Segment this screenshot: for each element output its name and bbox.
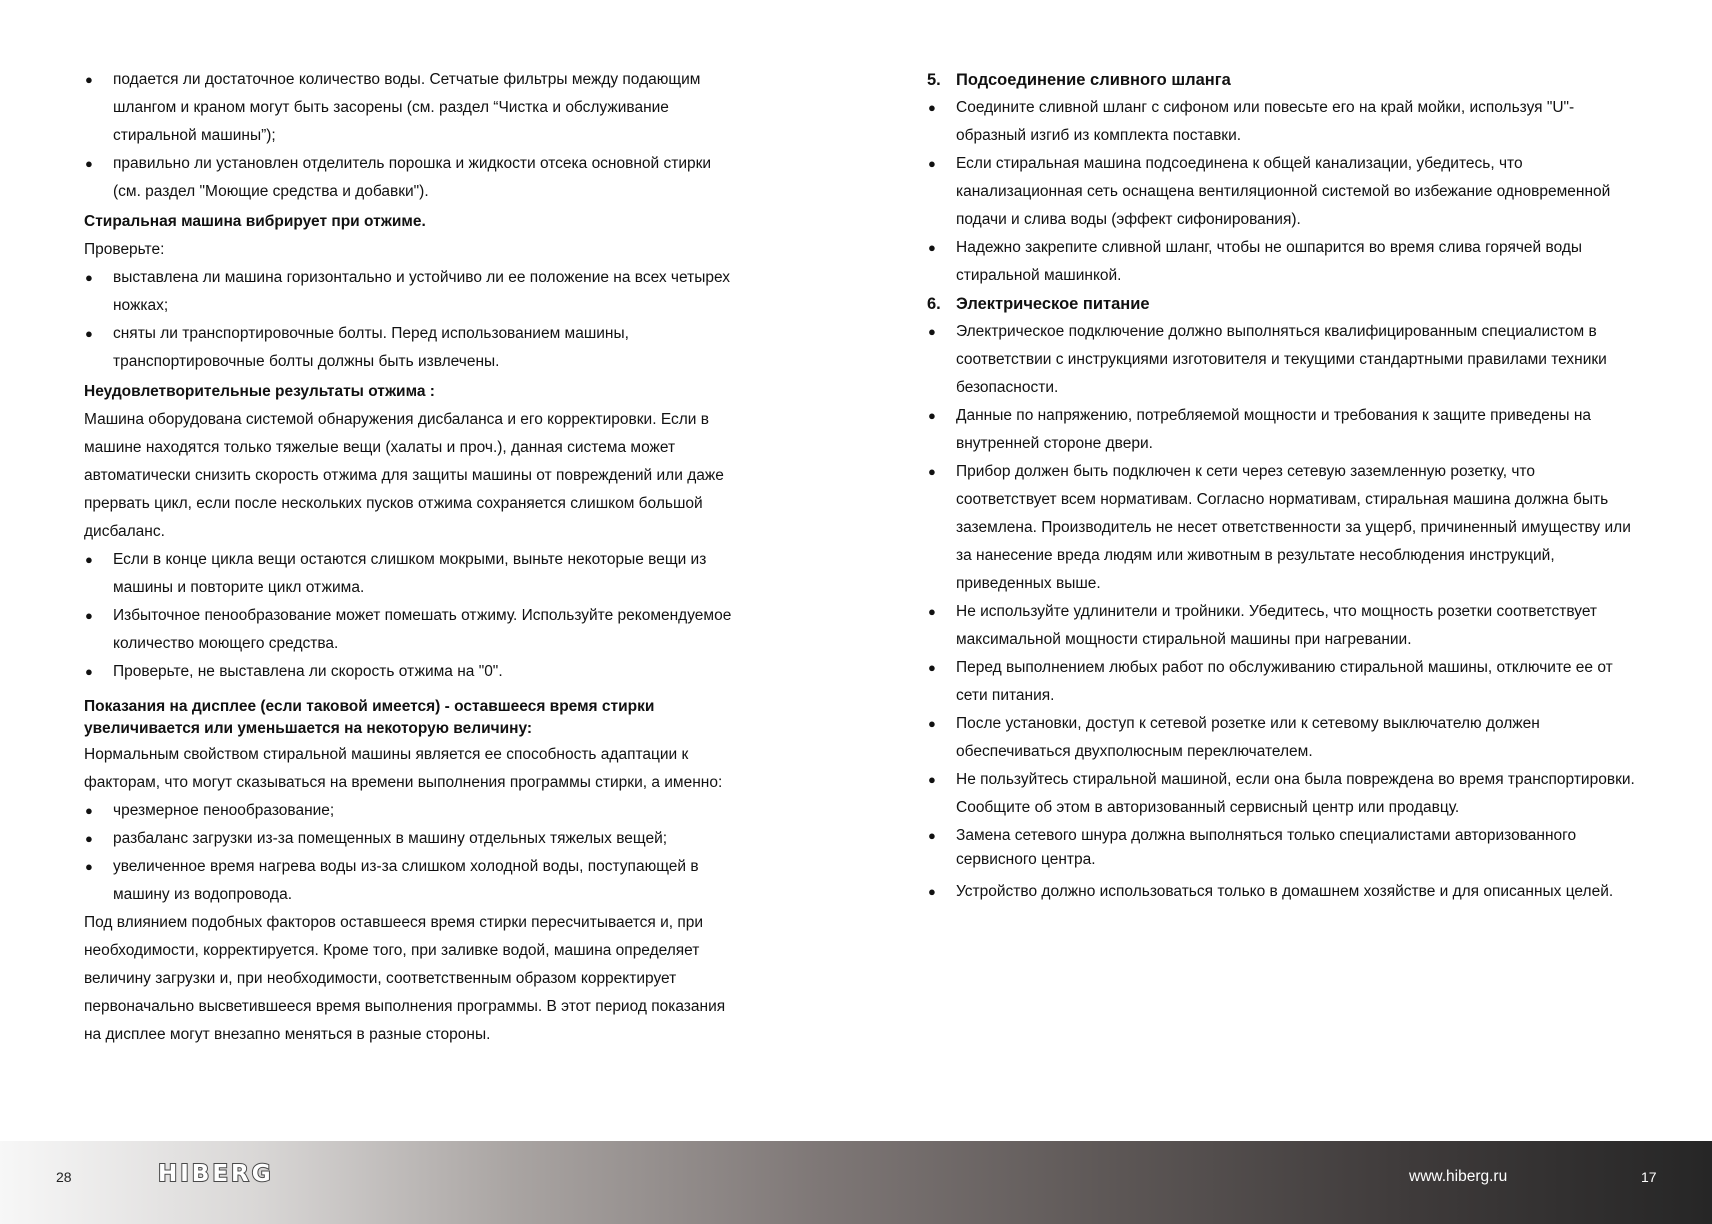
list-item: ● Прибор должен быть подключен к сети через сетевую заземленную розетку, что соответствует всем нормативам. Согласно нормативам, стиральная машина должна быть заземлена. Производитель не несет ответственности за ущерб, причиненный имуществу или за нанесение вреда людям или животным в результате несоблюдения инструкций, приведенных выше.	[927, 458, 1637, 598]
list-item: ● Соедините сливной шланг с сифоном или повесьте его на край мойки, используя "U"-образный изгиб из комплекта поставки.	[927, 94, 1637, 150]
section-6-title: Электрическое питание	[956, 295, 1150, 313]
list-item: ● Устройство должно использоваться только в домашнем хозяйстве и для описанных целей.	[927, 878, 1637, 906]
section-6-heading	[927, 290, 1637, 318]
list-item: ● сняты ли транспортировочные болты. Перед использованием машины, транспортировочные болты должны быть извлечены.	[84, 320, 734, 376]
bullet-icon: ●	[928, 240, 936, 255]
bullet-icon: ●	[928, 716, 936, 731]
list-item: ● Перед выполнением любых работ по обслуживанию стиральной машины, отключите ее от сети питания.	[927, 654, 1637, 710]
intro-bullet-list	[84, 66, 734, 206]
display-heading: Показания на дисплее (если таковой имеется) - оставшееся время стирки увеличивается или уменьшается на некоторую величину:	[84, 698, 655, 737]
bullet-icon: ●	[928, 828, 936, 843]
list-item: ● Не пользуйтесь стиральной машиной, если она была повреждена во время транспортировки. Сообщите об этом в авторизованный сервисный центр или продавцу.	[927, 766, 1637, 822]
bullet-icon: ●	[85, 859, 93, 874]
list-item: ● Не используйте удлинители и тройники. Убедитесь, что мощность розетки соответствует максимальной мощности стиральной машины при нагревании.	[927, 598, 1637, 654]
bullet-icon: ●	[85, 552, 93, 567]
section-5-title: Подсоединение сливного шланга	[956, 71, 1231, 89]
bullet-icon: ●	[928, 660, 936, 675]
right-column	[927, 66, 1637, 906]
left-column	[84, 66, 734, 1049]
display-paragraph: Нормальным свойством стиральной машины является ее способность адаптации к факторам, что могут сказываться на времени выполнения программы стирки, а именно:	[84, 746, 723, 791]
vibrate-bullet-list	[84, 264, 734, 376]
vibrate-heading: Стиральная машина вибрирует при отжиме.	[84, 213, 426, 230]
section-5-number: 5.	[927, 71, 941, 89]
bullet-icon: ●	[85, 326, 93, 341]
bullet-icon: ●	[85, 664, 93, 679]
bullet-icon: ●	[85, 270, 93, 285]
bullet-icon: ●	[85, 803, 93, 818]
list-item: ● Замена сетевого шнура должна выполняться только специалистами авторизованного сервисного центра.	[927, 824, 1637, 872]
bullet-icon: ●	[928, 604, 936, 619]
list-item: ● Надежно закрепите сливной шланг, чтобы не ошпарится во время слива горячей воды стиральной машинкой.	[927, 234, 1637, 290]
list-item: ● После установки, доступ к сетевой розетке или к сетевому выключателю должен обеспечиваться двухполюсным переключателем.	[927, 710, 1637, 766]
spin-bullet-list	[84, 546, 734, 686]
bullet-icon: ●	[928, 324, 936, 339]
list-item: ● Проверьте, не выставлена ли скорость отжима на "0".	[84, 658, 734, 686]
section-5-bullet-list	[927, 94, 1637, 290]
spin-paragraph: Машина оборудована системой обнаружения дисбаланса и его корректировки. Если в машине находятся только тяжелые вещи (халаты и проч.), данная система может автоматически снизить скорость отжима для защиты машины от повреждений или даже прервать цикл, если после нескольких пусков отжима сохраняется слишком большой дисбаланс.	[84, 411, 724, 540]
display-bullet-list	[84, 797, 734, 909]
bullet-icon: ●	[928, 156, 936, 171]
bullet-icon: ●	[85, 608, 93, 623]
list-item: ● Электрическое подключение должно выполняться квалифицированным специалистом в соответствии с инструкциями изготовителя и текущими стандартными правилами техники безопасности.	[927, 318, 1637, 402]
bullet-icon: ●	[85, 72, 93, 87]
list-item: ● Если в конце цикла вещи остаются слишком мокрыми, выньте некоторые вещи из машины и повторите цикл отжима.	[84, 546, 734, 602]
bullet-icon: ●	[928, 884, 936, 899]
page-footer	[0, 1141, 1712, 1224]
website-link[interactable]: www.hiberg.ru	[1409, 1168, 1508, 1185]
bullet-icon: ●	[928, 408, 936, 423]
bullet-icon: ●	[928, 772, 936, 787]
spin-heading: Неудовлетворительные результаты отжима :	[84, 383, 435, 400]
hiberg-logo: HIBERG	[158, 1161, 274, 1187]
closing-paragraph: Под влиянием подобных факторов оставшееся время стирки пересчитывается и, при необходимости, корректируется. Кроме того, при заливке водой, машина определяет величину загрузки и, при необходимости, соответственным образом корректирует первоначально высветившееся время выполнения программы. В этот период показания на дисплее могут внезапно меняться в разные стороны.	[84, 914, 726, 1043]
bullet-icon: ●	[85, 156, 93, 171]
list-item: ● Если стиральная машина подсоединена к общей канализации, убедитесь, что канализационная сеть оснащена вентиляционной системой во избежание одновременной подачи и слива воды (эффект сифонирования).	[927, 150, 1637, 234]
section-6-bullet-list	[927, 318, 1637, 906]
list-item: ● увеличенное время нагрева воды из-за слишком холодной воды, поступающей в машину из водопровода.	[84, 853, 734, 909]
list-item: ● Избыточное пенообразование может помешать отжиму. Используйте рекомендуемое количество моющего средства.	[84, 602, 734, 658]
bullet-icon: ●	[928, 464, 936, 479]
page-number-right: 17	[1641, 1169, 1657, 1185]
check-label: Проверьте:	[84, 241, 165, 258]
bullet-icon: ●	[928, 100, 936, 115]
list-item: ● выставлена ли машина горизонтально и устойчиво ли ее положение на всех четырех ножках;	[84, 264, 734, 320]
bullet-icon: ●	[85, 831, 93, 846]
list-item: ● подается ли достаточное количество воды. Сетчатые фильтры между подающим шлангом и краном могут быть засорены (см. раздел “Чистка и обслуживание стиральной машины”);	[84, 66, 734, 150]
list-item: ● разбаланс загрузки из-за помещенных в машину отдельных тяжелых вещей;	[84, 825, 734, 853]
list-item: ● Данные по напряжению, потребляемой мощности и требования к защите приведены на внутренней стороне двери.	[927, 402, 1637, 458]
page-number-left: 28	[56, 1169, 72, 1185]
list-item: ● правильно ли установлен отделитель порошка и жидкости отсека основной стирки (см. раздел "Моющие средства и добавки").	[84, 150, 734, 206]
section-5-heading	[927, 66, 1637, 94]
list-item: ● чрезмерное пенообразование;	[84, 797, 734, 825]
section-6-number: 6.	[927, 295, 941, 313]
